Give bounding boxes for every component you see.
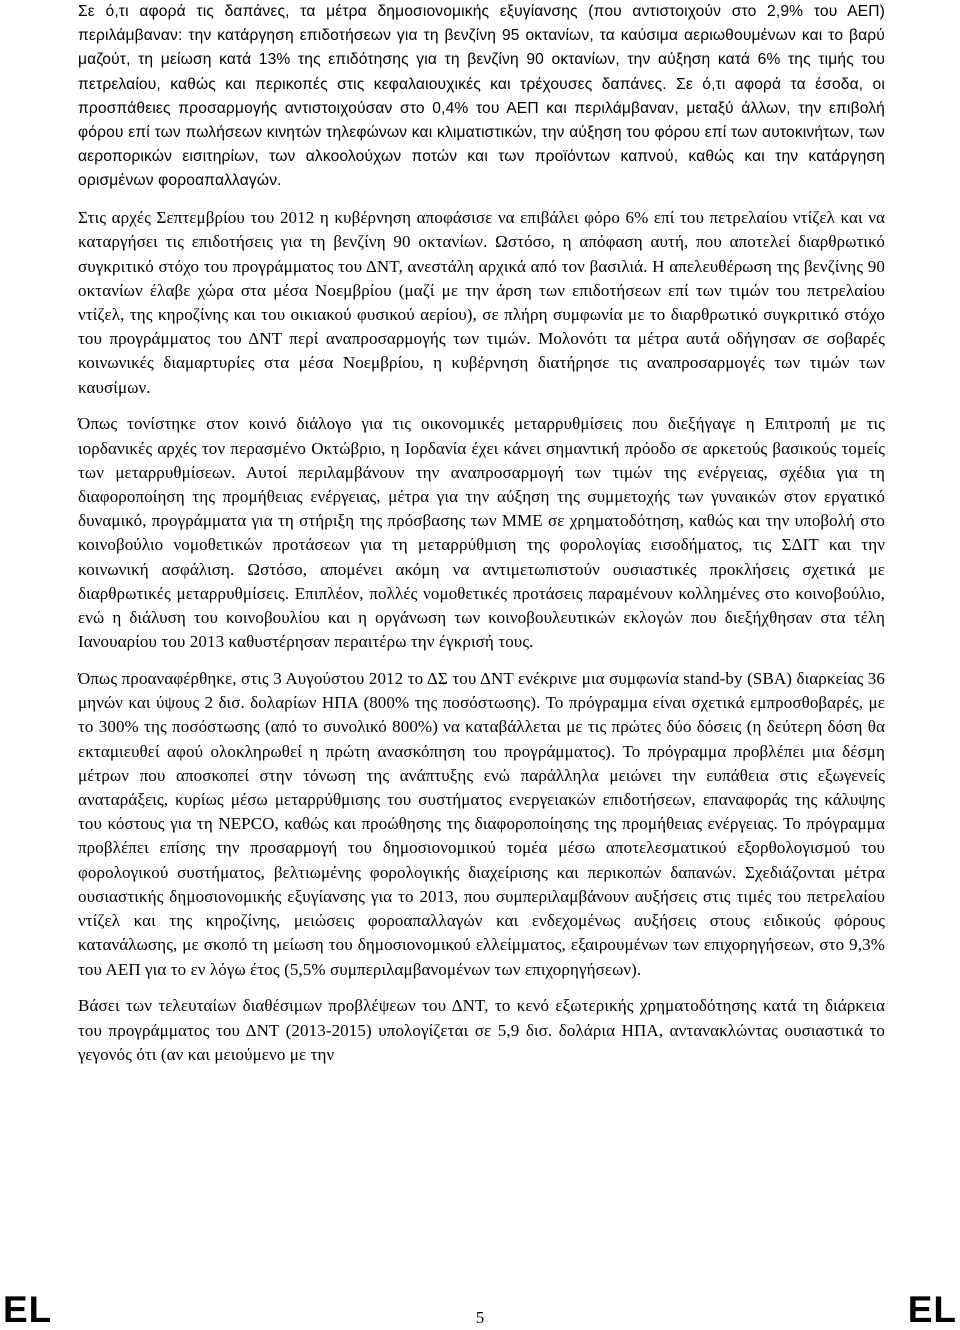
paragraph-fuel-subsidies: Στις αρχές Σεπτεμβρίου του 2012 η κυβέρνηση αποφάσισε να επιβάλει φόρο 6% επί του πετρελαίου ντίζελ και να καταργήσει τις επιδοτήσεις για τη βενζίνη 90 οκτανίων. Ωστόσο, η απόφαση αυτή, που αποτελεί διαρθρωτικό συγκριτικό στόχο του προγράμματος του ΔΝΤ, ανεστάλη αρχικά από τον βασιλιά. Η απελευθέρωση της βενζίνης 90 οκτανίων έλαβε χώρα στα μέσα Νοεμβρίου (μαζί με την άρση των επιδοτήσεων επί των τιμών του πετρελαίου ντίζελ, της κηροζίνης και του οικιακού φυσικού αερίου), σε πλήρη συμφωνία με το διαρθρωτικό συγκριτικό στόχο του προγράμματος του ΔΝΤ περί αναπροσαρμογής των τιμών. Μολονότι τα μέτρα αυτά οδήγησαν σε σοβαρές κοινωνικές διαμαρτυρίες στα μέσα Νοεμβρίου, η κυβέρνηση διατήρησε τις αναπροσαρμογές των τιμών των καυσίμων. bbox=[78, 208, 885, 397]
paragraph-financing-gap: Βάσει των τελευταίων διαθέσιμων προβλέψεων του ΔΝΤ, το κενό εξωτερικής χρηματοδότησης κατά τη διάρκεια του προγράμματος του ΔΝΤ (2013-2015) υπολογίζεται σε 5,9 δισ. δολάρια ΗΠΑ, αντανακλώντας ουσιαστικά το γεγονός ότι (αν και μειούμενο με την bbox=[78, 996, 885, 1064]
paragraph-reform-progress: Όπως τονίστηκε στον κοινό διάλογο για τις οικονομικές μεταρρυθμίσεις που διεξήγαγε η Επιτροπή με τις ιορδανικές αρχές τον περασμένο Οκτώβριο, η Ιορδανία έχει κάνει σημαντική πρόοδο σε αρκετούς βασικούς τομείς των μεταρρυθμίσεων. Αυτοί περιλαμβάνουν την αναπροσαρμογή των τιμών της ενέργειας, σχέδια για τη διαφοροποίηση της προμήθειας ενέργειας, μέτρα για την αύξηση της συμμετοχής των γυναικών στον εργατικό δυναμικό, προγράμματα για τη στήριξη της πρόσβασης των ΜΜΕ σε χρηματοδότηση, καθώς και την υποβολή στο κοινοβούλιο νομοθετικών προτάσεων για τη μεταρρύθμιση της φορολογίας εισοδήματος, τις ΣΔΙΤ και την κοινωνική ασφάλιση. Ωστόσο, απομένει ακόμη να αντιμετωπιστούν ουσιαστικές προκλήσεις σχετικά με διαρθρωτικές μεταρρυθμίσεις. Επιπλέον, πολλές νομοθετικές προτάσεις παραμένουν κολλημένες στο κοινοβούλιο, ενώ η διάλυση του κοινοβουλίου και η οργάνωση των κοινοβουλευτικών εκλογών που διεξήχθησαν στα τέλη Ιανουαρίου του 2013 καθυστέρησαν περαιτέρω την έγκρισή τους. bbox=[78, 414, 885, 652]
paragraph-imf-standby-arrangement: Όπως προαναφέρθηκε, στις 3 Αυγούστου 2012 το ΔΣ του ΔΝΤ ενέκρινε μια συμφωνία stand-by (SBA) διαρκείας 36 μηνών και ύψους 2 δισ. δολαρίων ΗΠΑ (800% της ποσόστωσης). Το πρόγραμμα είναι σχετικά εμπροσθοβαρές, με το 300% της ποσόστωσης (από το συνολικό 800%) να καταβάλλεται με τις πρώτες δύο δόσεις (η δεύτερη δόση θα εκταμιευθεί αφού ολοκληρωθεί η πρώτη ανασκόπηση του προγράμματος). Το πρόγραμμα προβλέπει μια δέσμη μέτρων που αποσκοπεί στην τόνωση της ανάπτυξης ενώ παράλληλα μειώνει την ευπάθεια στις εξωγενείς αναταράξεις, κυρίως μέσω μεταρρύθμισης του συστήματος ενεργειακών επιδοτήσεων, επαναφοράς της κάλυψης του κόστους για τη NEPCO, καθώς και προώθησης της διαφοροποίησης της προμήθειας ενέργειας. Το πρόγραμμα προβλέπει επίσης την προσαρμογή του δημοσιονομικού τομέα μέσω αποτελεσματικού εξορθολογισμού του φορολογικού συστήματος, βελτιωμένης φορολογικής διαχείρισης και περικοπών δαπανών. Σχεδιάζονται μέτρα ουσιαστικής δημοσιονομικής εξυγίανσης για το 2013, που συμπεριλαμβάνουν αυξήσεις στις τιμές του πετρελαίου ντίζελ και της κηροζίνης, μειώσεις φοροαπαλλαγών και ενδεχομένως αυξήσεις στους ειδικούς φόρους κατανάλωσης, με σκοπό τη μείωση του δημοσιονομικού ελλείμματος, εξαιρουμένων των επιχορηγήσεων, στο 9,3% του ΑΕΠ για το εν λόγω έτος (5,5% συμπεριλαμβανομένων των επιχορηγήσεων). bbox=[78, 669, 885, 979]
paragraph-expenditure-revenue-measures: Σε ό,τι αφορά τις δαπάνες, τα μέτρα δημοσιονομικής εξυγίανσης (που αντιστοιχούν στο 2,9% του ΑΕΠ) περιλάμβαναν: την κατάργηση επιδοτήσεων για τη βενζίνη 95 οκτανίων, τα καύσιμα αεριωθουμένων και το βαρύ μαζούτ, τη μείωση κατά 13% της επιδότησης για τη βενζίνη 90 οκτανίων, την αύξηση κατά 6% της τιμής του πετρελαίου, καθώς και περικοπές στις κεφαλαιουχικές και τρέχουσες δαπάνες. Σε ό,τι αφορά τα έσοδα, οι προσπάθειες προσαρμογής αντιστοιχούσαν στο 0,4% του ΑΕΠ και περιλάμβαναν, μεταξύ άλλων, την επιβολή φόρου επί των πωλήσεων κινητών τηλεφώνων και κλιματιστικών, την αύξηση του φόρου επί των αυτοκινήτων, των αεροπορικών εισιτηρίων, των αλκοολούχων ποτών και των προϊόντων καπνού, καθώς και την κατάργηση ορισμένων φοροαπαλλαγών. bbox=[78, 3, 885, 190]
document-body bbox=[78, 0, 885, 1080]
footer-language-code-left: EL bbox=[3, 1289, 53, 1330]
page-number: 5 bbox=[475, 1308, 485, 1327]
footer-language-code-right: EL bbox=[907, 1289, 957, 1330]
